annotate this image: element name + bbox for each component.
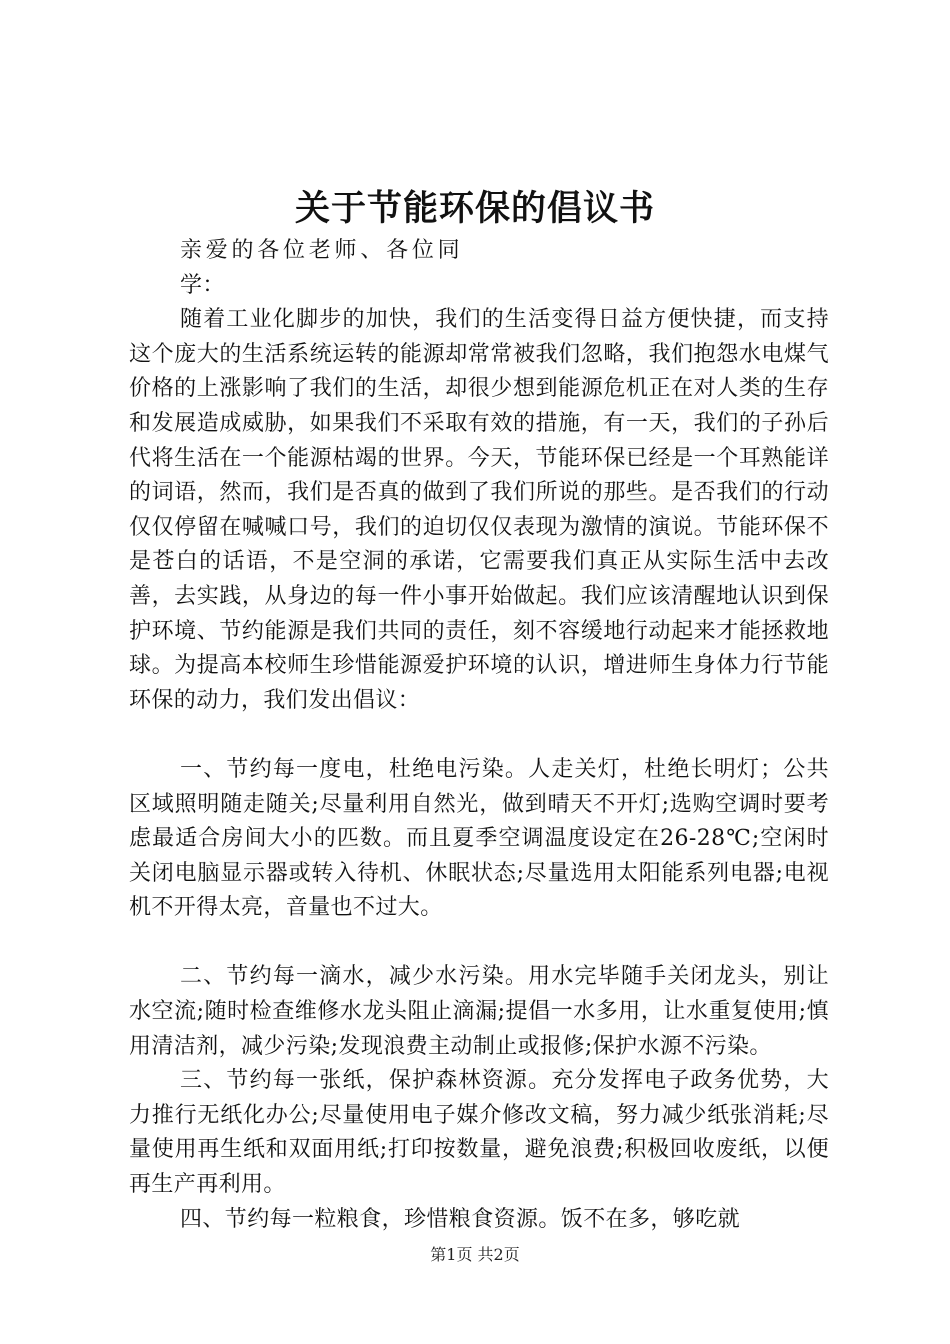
document-body: [129, 234, 829, 1237]
paragraph-gap: [129, 926, 829, 961]
proposal-water: 二、节约每一滴水，减少水污染。用水完毕随手关闭龙头，别让水空流;随时检查维修水龙头阻止滴漏;提倡一水多用，让水重复使用;慎用清洁剂，减少污染;发现浪费主动制止或报修;保护水源不污染。: [129, 964, 829, 1059]
intro-paragraph: 随着工业化脚步的加快，我们的生活变得日益方便快捷，而支持这个庞大的生活系统运转的能源却常常被我们忽略，我们抱怨水电煤气价格的上涨影响了我们的生活，却很少想到能源危机正在对人类的生存和发展造成威胁，如果我们不采取有效的措施，有一天，我们的子孙后代将生活在一个能源枯竭的世界。今天，节能环保已经是一个耳熟能详的词语，然而，我们是否真的做到了我们所说的那些。是否我们的行动仅仅停留在喊喊口号，我们的迫切仅仅表现为激情的演说。节能环保不是苍白的话语，不是空洞的承诺，它需要我们真正从实际生活中去改善，去实践，从身边的每一件小事开始做起。我们应该清醒地认识到保护环境、节约能源是我们共同的责任，刻不容缓地行动起来才能拯救地球。为提高本校师生珍惜能源爱护环境的认识，增进师生身体力行节能环保的动力，我们发出倡议：: [129, 307, 829, 713]
page-number-footer: 第1页 共2页: [430, 1245, 520, 1264]
paragraph-gap: [129, 718, 829, 753]
document-title: 关于节能环保的倡议书: [294, 188, 655, 229]
proposal-food: 四、节约每一粒粮食，珍惜粮食资源。饭不在多，够吃就: [180, 1206, 741, 1232]
proposal-paper: 三、节约每一张纸，保护森林资源。充分发挥电子政务优势，大力推行无纸化办公;尽量使用电子媒介修改文稿，努力减少纸张消耗;尽量使用再生纸和双面用纸;打印按数量，避免浪费;积极回收废纸，以便再生产再利用。: [129, 1068, 829, 1198]
proposal-electricity: 一、节约每一度电，杜绝电污染。人走关灯，杜绝长明灯；公共区域照明随走随关;尽量利用自然光，做到晴天不开灯;选购空调时要考虑最适合房间大小的匹数。而且夏季空调温度设定在26-28℃;空闲时关闭电脑显示器或转入待机、休眠状态;尽量选用太阳能系列电器;电视机不开得太亮，音量也不过大。: [129, 756, 829, 921]
greeting-line: 亲爱的各位老师、各位同学：: [180, 238, 460, 298]
